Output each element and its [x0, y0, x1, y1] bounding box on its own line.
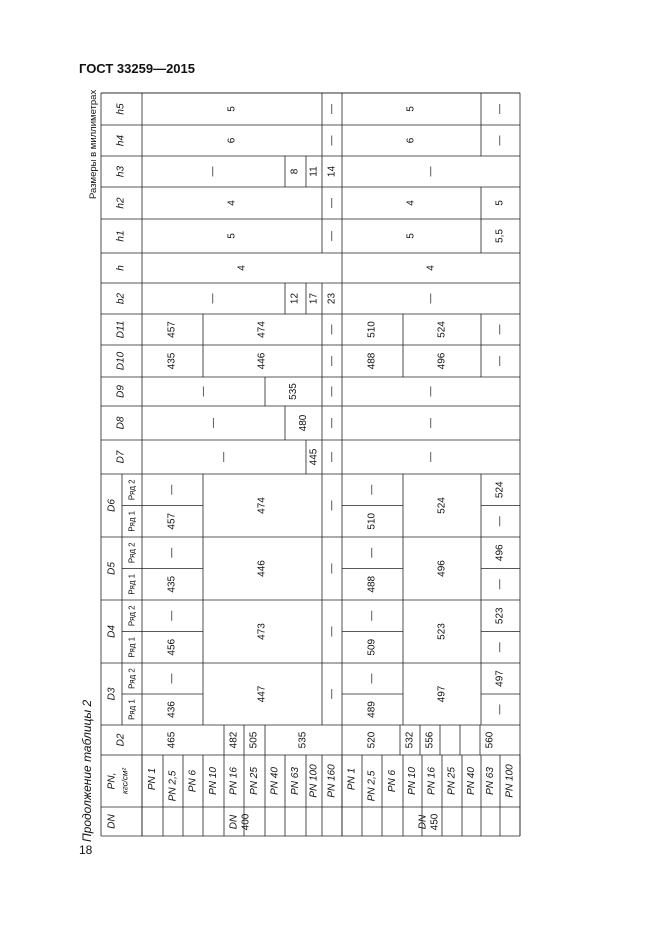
d2-450-pn16: 556 [424, 731, 436, 749]
header-h: h [115, 265, 127, 271]
header-d5-row2: Ряд 2 [127, 542, 137, 564]
pn-450-5: PN 16 [426, 767, 438, 795]
pn-450-8: PN 63 [485, 767, 496, 795]
d3-450-merged: 497 [436, 685, 448, 703]
d4-450-row2-dash: — [366, 610, 378, 621]
d3-450-row1-dash: — [494, 704, 506, 715]
d5-450-merged: 496 [436, 560, 448, 577]
header-d11: D11 [115, 320, 127, 339]
header-d9: D9 [115, 385, 127, 398]
d3-400-row2-dash: — [166, 673, 178, 684]
d2-450-pn10: 532 [404, 731, 416, 749]
header-d4-row1: Ряд 1 [127, 636, 137, 658]
header-pn: PN, [106, 772, 118, 790]
d11-400-a: 457 [166, 321, 178, 338]
d11-400-pn160-dash: — [326, 324, 338, 335]
header-d8: D8 [115, 416, 127, 430]
d5-450-row1-dash: — [494, 579, 506, 590]
d9-400-dash: — [198, 386, 209, 397]
d2-450-pn25-100: 560 [484, 731, 496, 749]
b2-400-pn160: 23 [326, 292, 338, 305]
dimensions-note: Размеры в миллиметрах [88, 89, 99, 199]
header-b2: b2 [115, 292, 127, 305]
d11-400-b: 474 [256, 321, 268, 338]
pn-450-6: PN 25 [446, 767, 458, 795]
d6-400-row1: 457 [166, 512, 178, 530]
d4-400-row1: 456 [166, 638, 178, 656]
h1-450-a: 5 [405, 233, 417, 239]
header-d3-row1: Ряд 1 [127, 699, 137, 720]
d7-400-dash: — [218, 452, 230, 462]
d3-450-row1: 489 [366, 701, 378, 718]
dn-450-value: 450 [429, 813, 441, 831]
b2-400-dash: — [207, 293, 219, 304]
h-450: 4 [425, 265, 437, 271]
h5-400-pn160-dash: — [326, 104, 338, 114]
pn-400-1: PN 1 [147, 767, 158, 791]
d6-450-row1-dash: — [494, 516, 506, 527]
header-dn: DN [106, 814, 118, 829]
d2-400-pn1-6: 465 [166, 731, 178, 749]
d8-400-dash: — [208, 418, 219, 428]
h3-400-pn100: 11 [308, 166, 320, 177]
d11-450-dash: — [494, 324, 506, 335]
d11-450-a: 510 [366, 321, 378, 338]
header-d3-row2: Ряд 2 [127, 668, 137, 689]
h3-400-dash: — [207, 166, 219, 177]
h4-400: 6 [226, 137, 238, 144]
d4-450-row1: 509 [366, 638, 378, 656]
dn-400-label: DN [228, 814, 240, 830]
pn-400-2: PN 2,5 [167, 770, 179, 802]
d4-400-row2-dash: — [166, 610, 178, 621]
d8-450-dash: — [425, 418, 437, 428]
pn-400-8: PN 63 [290, 767, 301, 795]
d9-450-dash: — [425, 386, 437, 397]
header-h4: h4 [115, 134, 127, 147]
header-d10: D10 [115, 351, 127, 371]
header-h2: h2 [115, 197, 127, 209]
d10-450-b: 496 [436, 352, 448, 370]
pn-450-2: PN 2,5 [366, 770, 378, 802]
pn-400-6: PN 25 [249, 767, 260, 795]
pn-450-1: PN 1 [346, 767, 358, 791]
d5-400-row1: 435 [166, 575, 178, 593]
d7-400-value: 445 [308, 448, 320, 466]
pn-400-9: PN 100 [308, 764, 320, 798]
d11-450-b: 524 [436, 321, 448, 338]
pn-400-5: PN 16 [228, 767, 240, 795]
h2-450-a: 4 [405, 200, 417, 206]
d4-400-pn160-dash: — [326, 626, 338, 637]
b2-450-dash: — [425, 293, 437, 304]
d3-450-row2: 497 [494, 670, 506, 687]
d2-400-pn25-160: 535 [297, 731, 309, 749]
h5-450-dash: — [494, 104, 506, 114]
d10-450-dash: — [494, 356, 506, 366]
d2-450-pn1-6: 520 [366, 731, 378, 749]
d4-400-merged: 473 [256, 623, 268, 640]
pn-400-10: PN 160 [326, 764, 338, 798]
table-continuation-caption: Продолжение таблицы 2 [80, 699, 94, 842]
h5-400: 5 [226, 106, 238, 112]
h-400: 4 [236, 265, 248, 271]
pn-400-4: PN 10 [208, 767, 219, 795]
pn-400-7: PN 40 [269, 767, 281, 795]
d3-400-row1: 436 [166, 701, 178, 718]
b2-400-pn63: 12 [289, 292, 301, 305]
d5-400-pn160-dash: — [326, 563, 338, 574]
d4-450-row2: 523 [494, 607, 506, 625]
header-d2: D2 [115, 733, 127, 747]
h1-450-b: 5,5 [494, 229, 506, 243]
d6-400-pn160-dash: — [326, 500, 338, 511]
d6-450-row2-dash: — [366, 484, 378, 495]
header-d6: D6 [106, 499, 118, 512]
header-d6-row2: Ряд 2 [127, 479, 137, 501]
h2-450-b: 5 [494, 200, 506, 206]
pn-450-7: PN 40 [466, 767, 477, 795]
dn-450-label: DN [417, 814, 429, 830]
d9-400-value: 535 [288, 383, 299, 400]
d6-400-row2-dash: — [166, 484, 178, 495]
h3-400-pn63: 8 [289, 168, 301, 175]
d10-400-b: 446 [256, 352, 268, 370]
d10-400-pn160-dash: — [326, 356, 338, 366]
document-header: ГОСТ 33259—2015 [79, 61, 195, 76]
header-d4-row2: Ряд 2 [127, 605, 137, 627]
h1-400: 5 [226, 233, 238, 239]
h4-400-pn160-dash: — [326, 135, 338, 146]
header-d5: D5 [106, 562, 118, 575]
h3-450-dash: — [425, 166, 437, 177]
header-h3: h3 [115, 165, 127, 178]
d7-450-dash: — [425, 452, 437, 462]
d3-450-row2-dash: — [366, 673, 378, 684]
d6-450-merged: 524 [436, 497, 448, 514]
pn-450-9: PN 100 [504, 764, 516, 798]
d4-450-merged: 523 [436, 623, 448, 640]
d3-400-pn160-dash: — [326, 689, 338, 699]
d5-400-row2-dash: — [166, 547, 178, 558]
page-number: 18 [79, 843, 93, 857]
b2-400-pn100: 17 [308, 292, 320, 305]
pn-450-3: PN 6 [387, 769, 398, 793]
h2-400-pn160-dash: — [326, 198, 338, 208]
d8-400-value: 480 [298, 414, 309, 432]
d6-400-merged: 474 [256, 497, 268, 514]
d8-400-pn160-dash: — [326, 418, 338, 428]
d2-400-pn10: 482 [228, 731, 240, 749]
pn-450-4: PN 10 [407, 767, 418, 795]
header-pn-unit: кгс/см² [120, 767, 130, 795]
h2-400: 4 [226, 200, 238, 206]
header-d4: D4 [106, 625, 118, 638]
d3-400-merged: 447 [256, 685, 268, 703]
header-d5-row1: Ряд 1 [127, 573, 137, 595]
d4-450-row1-dash: — [494, 642, 506, 653]
h4-450: 6 [405, 137, 417, 144]
d6-450-row1: 510 [366, 512, 378, 530]
h1-400-pn160-dash: — [326, 231, 338, 241]
d9-400-pn160-dash: — [326, 386, 338, 397]
d2-400-pn16: 505 [248, 731, 260, 749]
d6-450-row2: 524 [494, 481, 506, 499]
dn-400-value: 400 [240, 813, 252, 831]
header-h5: h5 [115, 103, 127, 115]
d10-400-a: 435 [166, 352, 178, 370]
header-d3: D3 [106, 687, 118, 701]
pn-400-3: PN 6 [187, 769, 199, 793]
d5-450-row2: 496 [494, 544, 506, 562]
h4-450-dash: — [494, 135, 506, 146]
d7-400-pn160-dash: — [326, 452, 338, 462]
h5-450: 5 [405, 106, 417, 112]
d10-450-a: 488 [366, 352, 378, 370]
d5-450-row2-dash: — [366, 547, 378, 558]
h3-400-pn160: 14 [326, 165, 338, 178]
header-h1: h1 [115, 230, 127, 242]
header-d7: D7 [115, 450, 127, 464]
d5-450-row1: 488 [366, 575, 378, 593]
d5-400-merged: 446 [256, 560, 268, 577]
header-d6-row1: Ряд 1 [127, 510, 137, 532]
